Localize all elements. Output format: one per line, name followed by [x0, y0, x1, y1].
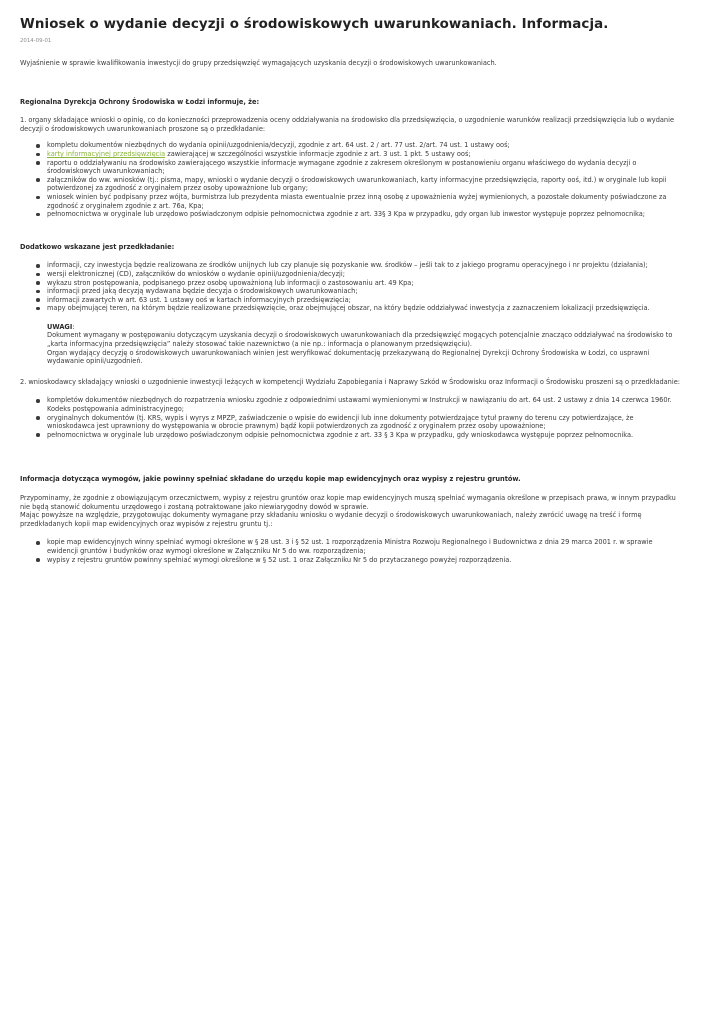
list-item: pełnomocnictwa w oryginale lub urzędowo poświadczonym odpisie pełnomocnictwa zgodnie z art. 33§ 3 Kpa w przypadku, gdy organ lub inwestor występuje poprzez pełnomocnika;	[47, 210, 680, 219]
list-item-text: zawierającej w szczególności wszystkie informacje zgodnie z art. 3 ust. 1 pkt. 5 ustawy ooś;	[165, 149, 471, 158]
section4-paragraph-1: Przypominamy, że zgodnie z obowiązującym orzecznictwem, wypisy z rejestru gruntów oraz kopie map ewidencyjnych muszą spełniać wymagania określone w przepisach prawa, w innym przypadku nie będą stanowić dokumentu urzędowego i zostaną potraktowane jako niewiarygodny dowód w sprawie.	[20, 494, 676, 511]
uwagi-text-1: Dokument wymagany w postępowaniu dotyczącym uzyskania decyzji o środowiskowych uwarunkowaniach dla przedsięwzięć mogących potencjalnie znacząco oddziaływać na środowisko to „karta informacyjna przedsięwzięcia” należy stosować takie nazewnictwo (a nie np.: informacja o planowanym przedsięwzięciu).	[47, 331, 673, 349]
list-item: oryginalnych dokumentów (tj. KRS, wypis i wyrys z MPZP, zaświadczenie o wpisie do ewidencji lub inne dokumenty potwierdzające tytuł prawny do terenu czy potwierdzające, że wnioskodawca jest uprawniony do występowania w obrocie prawnym) bądź kopii potwierdzonych za zgodność z oryginałem przez osoby upoważnione;	[47, 414, 680, 431]
list-item: raportu o oddziaływaniu na środowisko zawierającego wszystkie informacje wymagane zgodnie z zakresem określonym w postanowieniu organu właściwego do wydania decyzji o środowiskowych uwarunkowaniach;	[47, 159, 680, 176]
list-item: kompletu dokumentów niezbędnych do wydania opinii/uzgodnienia/decyzji, zgodnie z art. 64 ust. 2 / art. 77 ust. 2/art. 74 ust. 1 ustawy ooś;	[47, 141, 680, 150]
section4-paragraph-2: Mając powyższe na względzie, przygotowując dokumenty wymagane przy składaniu wniosku o wydanie decyzji o środowiskowych uwarunkowaniach, należy zwrócić uwagę na treść i formę przedkładanych kopii map ewidencyjnych oraz wypisów z rejestru gruntu tj.:	[20, 511, 642, 528]
section4-list	[20, 538, 680, 564]
uwagi-colon: :	[72, 322, 75, 331]
section3-list	[20, 396, 680, 439]
list-item: wykazu stron postępowania, podpisanego przez osobę upoważnioną lub informacji o zastosowaniu art. 49 Kpa;	[47, 279, 680, 288]
section2-list	[20, 261, 680, 313]
list-item: informacji, czy inwestycja będzie realizowana ze środków unijnych lub czy planuje się pozyskanie ww. środków – jeśli tak to z jakiego programu operacyjnego i nr projektu (działania);	[47, 261, 680, 270]
list-item: wersji elektronicznej (CD), załączników do wniosków o wydanie opinii/uzgodnienia/decyzji;	[47, 270, 680, 279]
list-item: pełnomocnictwa w oryginale lub urzędowo poświadczonym odpisie pełnomocnictwa zgodnie z art. 33 § 3 Kpa w przypadku, gdy wnioskodawca występuje poprzez pełnomocnika.	[47, 431, 680, 440]
list-item-with-link	[47, 150, 680, 159]
section4-title: Informacja dotycząca wymogów, jakie powinny spełniać składane do urzędu kopie map ewidencyjnych oraz wypisy z rejestru gruntów.	[20, 475, 521, 484]
list-item: mapy obejmującej teren, na którym będzie realizowane przedsięwzięcie, oraz obejmującej obszar, na który będzie oddziaływać inwestycja z zaznaczeniem lokalizacji przedsięwzięcia.	[47, 304, 680, 313]
section1-title: Regionalna Dyrekcja Ochrony Środowiska w Łodzi informuje, że:	[20, 97, 260, 106]
list-item: informacji zawartych w art. 63 ust. 1 ustawy ooś w kartach informacyjnych przedsięwzięcia;	[47, 296, 680, 305]
list-item: załączników do ww. wniosków (tj.: pisma, mapy, wnioski o wydanie decyzji o środowiskowych uwarunkowaniach, karty informacyjne przedsięwzięcia, raporty ooś, itd.) w oryginale lub kopii potwierdzonej za zgodność z oryginałem przez osoby upoważnione lub organy;	[47, 176, 680, 193]
list-item: informacji przed jaką decyzją wydawana będzie decyzja o środowiskowych uwarunkowaniach;	[47, 287, 680, 296]
section3-paragraph: 2. wnioskodawcy składający wnioski o uzgodnienie inwestycji leżących w kompetencji Wydziału Zapobiegania i Naprawy Szkód w Środowisku oraz Informacji o Środowisku proszeni są o przedkładanie:	[20, 377, 680, 386]
list-item: wniosek winien być podpisany przez wójta, burmistrza lub prezydenta miasta ewentualnie przez inną osobę z upoważnienia wyżej wymienionych, a pozostałe dokumenty poświadczone za zgodność z oryginałem zgodnie z art. 76a, Kpa;	[47, 193, 680, 210]
section1-paragraph: 1. organy składające wnioski o opinię, co do konieczności przeprowadzenia oceny oddziaływania na środowisko dla przedsięwzięcia, o uzgodnienie warunków realizacji przedsięwzięcia lub o wydanie decyzji o środowiskowych uwarunkowaniach proszone są o przedkładanie:	[20, 116, 674, 133]
uwagi-label: UWAGI	[47, 322, 73, 331]
karta-informacyjna-link[interactable]: karty informacyjnej przedsięwzięcia	[47, 149, 166, 158]
page-title: Wniosek o wydanie decyzji o środowiskowych uwarunkowaniach. Informacja.	[20, 17, 609, 32]
uwagi-text-2: Organ wydający decyzję o środowiskowych uwarunkowaniach winien jest weryfikować dokumentację przekazywaną do Regionalnej Dyrekcji Ochrony Środowiska w Łodzi, co usprawni wydawanie opinii/uzgodnień.	[47, 348, 650, 366]
list-item: kompletów dokumentów niezbędnych do rozpatrzenia wniosku zgodnie z odpowiednimi ustawami wymienionymi w Instrukcji w nawiązaniu do art. 64 ust. 2 ustawy z dnia 14 czerwca 1960r. Kodeks postępowania administracyjnego;	[47, 396, 680, 413]
list-item: wypisy z rejestru gruntów powinny spełniać wymogi określone w § 52 ust. 1 oraz Załączniku Nr 5 do przytaczanego powyżej rozporządzenia.	[47, 556, 680, 565]
section1-list	[20, 141, 680, 218]
intro-text: Wyjaśnienie w sprawie kwalifikowania inwestycji do grupy przedsięwzięć wymagających uzyskania decyzji o środowiskowych uwarunkowaniach.	[20, 59, 497, 67]
uwagi-block	[20, 323, 680, 366]
publication-date: 2014-09-01	[20, 38, 52, 44]
section2-title: Dodatkowo wskazane jest przedkładanie:	[20, 242, 175, 251]
list-item: kopie map ewidencyjnych winny spełniać wymogi określone w § 28 ust. 3 i § 52 ust. 1 rozporządzenia Ministra Rozwoju Regionalnego i Budownictwa z dnia 29 marca 2001 r. w sprawie ewidencji gruntów i budynków oraz wymogi określone w Załączniku Nr 5 do ww. rozporządzenia;	[47, 538, 680, 555]
